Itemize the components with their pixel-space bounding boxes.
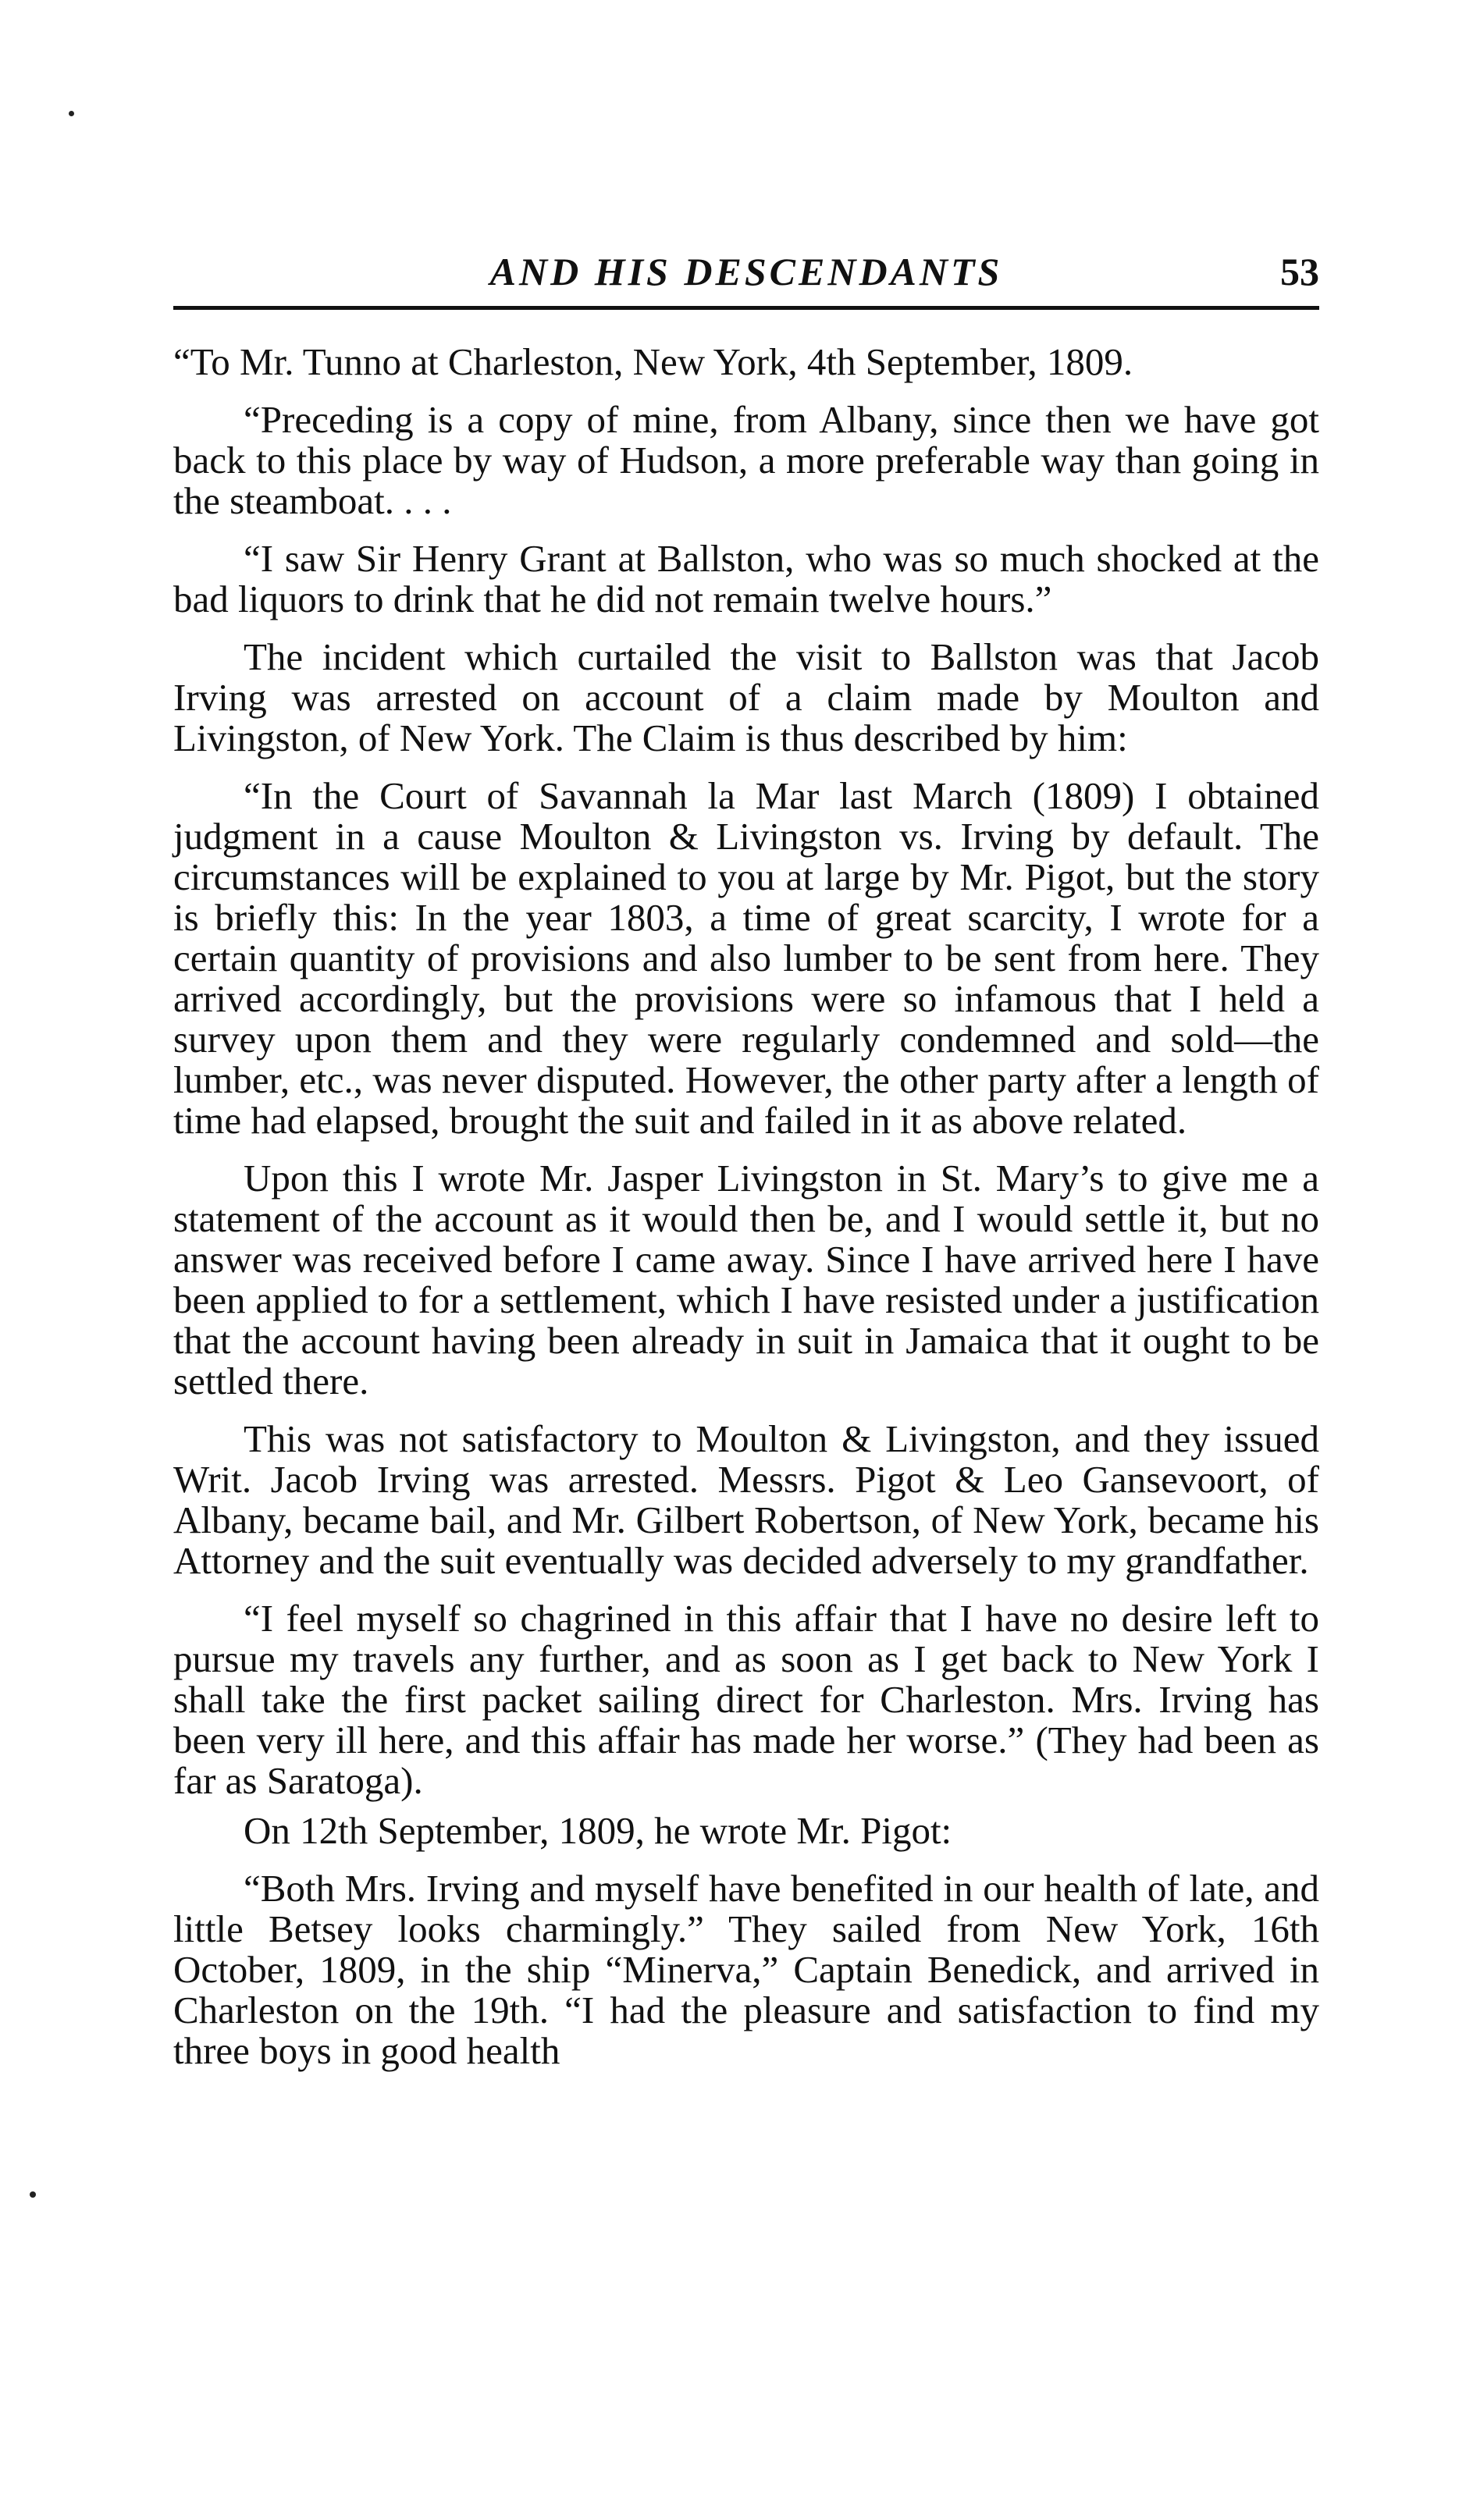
- margin-speck: [30, 2191, 36, 2198]
- paragraph: “I saw Sir Henry Grant at Ballston, who was so much shocked at the bad liquors to drink that he did not remain twelve hours.”: [173, 537, 1319, 620]
- paragraph: On 12th September, 1809, he wrote Mr. Pigot:: [244, 1809, 952, 1852]
- header-rule: [173, 306, 1319, 310]
- paragraph: “In the Court of Savannah la Mar last March (1809) I obtained judgment in a cause Moulton & Livingston vs. Irving by default. The circumstances will be explained to you at large by Mr. Pigot, but the story is briefly this: In the year 1803, a time of great scarcity, I wrote for a certain quantity of provisions and also lumber to be sent from here. They arrived accordingly, but the provisions were so infamous that I held a survey upon them and they were regularly condemned and sold—the lumber, etc., was never disputed. However, the other party after a length of time had elapsed, brought the suit and failed in it as above related.: [173, 774, 1319, 1142]
- margin-speck: [69, 111, 74, 116]
- page-number: 53: [1280, 250, 1319, 293]
- paragraph-letter-heading: “To Mr. Tunno at Charleston, New York, 4th September, 1809.: [173, 340, 1133, 383]
- paragraph: “Preceding is a copy of mine, from Albany, since then we have got back to this place by way of Hudson, a more preferable way than going in the steamboat. . . .: [173, 398, 1319, 522]
- page-header: [173, 248, 1319, 311]
- paragraph: The incident which curtailed the visit to Ballston was that Jacob Irving was arrested on account of a claim made by Moulton and Livingston, of New York. The Claim is thus described by him:: [173, 635, 1319, 759]
- paragraph: Upon this I wrote Mr. Jasper Livingston in St. Mary’s to give me a statement of the account as it would then be, and I would settle it, but no answer was received before I came away. Since I have arrived here I have been applied to for a settlement, which I have resisted under a justification that the account having been already in suit in Jamaica that it ought to be settled there.: [173, 1157, 1319, 1402]
- body-text: [173, 342, 1319, 2088]
- paragraph: This was not satisfactory to Moulton & Livingston, and they issued Writ. Jacob Irving was arrested. Messrs. Pigot & Leo Gansevoort, of Albany, became bail, and Mr. Gilbert Robertson, of New York, became his Attorney and the suit eventually was decided adversely to my grandfather.: [173, 1417, 1319, 1582]
- running-head: AND HIS DESCENDANTS: [489, 250, 1003, 293]
- paragraph: “I feel myself so chagrined in this affair that I have no desire left to pursue my travels any further, and as soon as I get back to New York I shall take the first packet sailing direct for Charleston. Mrs. Irving has been very ill here, and this affair has made her worse.” (They had been as far as Saratoga).: [173, 1597, 1319, 1802]
- paragraph: “Both Mrs. Irving and myself have benefited in our health of late, and little Betsey looks charmingly.” They sailed from New York, 16th October, 1809, in the ship “Minerva,” Captain Benedick, and arrived in Charleston on the 19th. “I had the pleasure and satisfaction to find my three boys in good health: [173, 1867, 1319, 2072]
